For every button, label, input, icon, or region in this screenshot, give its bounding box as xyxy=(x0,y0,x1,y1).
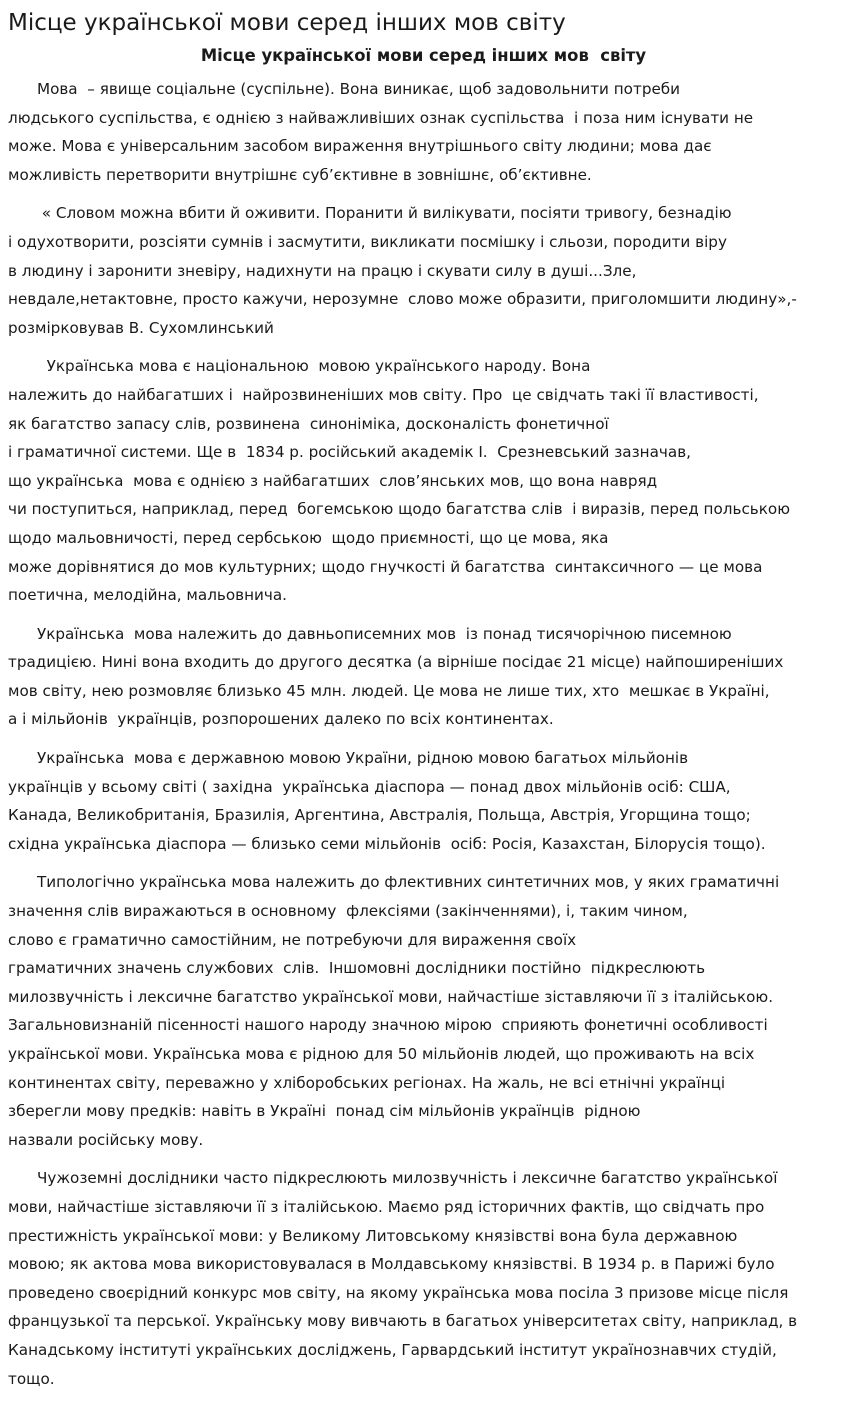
text-line: Українська мова є національною мовою українського народу. Вона xyxy=(8,357,591,376)
paragraph-foreign-researchers xyxy=(8,1164,839,1393)
text-line: значення слів виражаються в основному флексіями (закінченнями), і, таким чином, xyxy=(8,902,688,921)
text-line: невдале,нетактовне, просто кажучи, нерозумне слово може образити, приголомшити людину»,- xyxy=(8,290,797,309)
text-line: що українська мова є однією з найбагатших слов’янських мов, що вона навряд xyxy=(8,471,658,490)
text-line: може. Мова є універсальним засобом вираження внутрішнього світу людини; мова дає xyxy=(8,137,712,156)
paragraph-typology xyxy=(8,868,839,1154)
text-line: поетична, мелодійна, мальовнича. xyxy=(8,586,288,605)
text-line: граматичних значень службових слів. Іншомовні дослідники постійно підкреслюють xyxy=(8,959,706,978)
article-heading: Місце української мови серед інших мов світу xyxy=(200,46,647,65)
text-line: французької та перської. Українську мову вивчають в багатьох університетах світу, наприклад, в xyxy=(8,1312,798,1331)
text-line: може дорівнятися до мов культурних; щодо гнучкості й багатства синтаксичного — це мова xyxy=(8,557,763,576)
paragraph-state-language xyxy=(8,744,839,858)
paragraph-language-social xyxy=(8,75,839,189)
text-line: проведено своєрідний конкурс мов світу, на якому українська мова посіла 3 призове місце після xyxy=(8,1283,789,1302)
text-line: тощо. xyxy=(8,1369,55,1388)
text-line: традицією. Нині вона входить до другого десятка (а вірніше посідає 21 місце) найпоширеніших xyxy=(8,653,784,672)
text-line: розмірковував В. Сухомлинський xyxy=(8,318,274,337)
page-title: Місце української мови серед інших мов світу xyxy=(8,10,566,36)
text-line: Українська мова є державною мовою України, рідною мовою багатьох мільйонів xyxy=(8,749,689,768)
text-line: а і мільйонів українців, розпорошених далеко по всіх континентах. xyxy=(8,710,554,729)
paragraph-national-language xyxy=(8,352,839,609)
text-line: мов світу, нею розмовляє близько 45 млн. людей. Це мова не лише тих, хто мешкає в Україні, xyxy=(8,681,770,700)
text-line: престижність української мови: у Великому Литовському князівстві вона була державною xyxy=(8,1226,738,1245)
text-line: « Словом можна вбити й оживити. Поранити й вилікувати, посіяти тривогу, безнадію xyxy=(8,204,732,223)
text-line: континентах світу, переважно у хліборобських регіонах. На жаль, не всі етнічні українці xyxy=(8,1073,726,1092)
text-line: зберегли мову предків: навіть в Україні понад сім мільйонів українців рідною xyxy=(8,1102,641,1121)
text-line: слово є граматично самостійним, не потребуючи для вираження своїх xyxy=(8,930,577,949)
text-line: належить до найбагатших і найрозвиненіших мов світу. Про це свідчать такі її властивості, xyxy=(8,385,759,404)
paragraph-sukhomlynsky-quote xyxy=(8,199,839,342)
text-line: українців у всьому світі ( західна українська діаспора — понад двох мільйонів осіб: США, xyxy=(8,777,731,796)
text-line: мови, найчастіше зіставляючи її з італійською. Маємо ряд історичних фактів, що свідчать про xyxy=(8,1197,765,1216)
text-line: щодо мальовничості, перед сербською щодо приємності, що це мова, яка xyxy=(8,528,609,547)
text-line: української мови. Українська мова є рідною для 50 мільйонів людей, що проживають на всіх xyxy=(8,1045,755,1063)
text-line: як багатство запасу слів, розвинена синоніміка, досконалість фонетичної xyxy=(8,414,609,433)
article-body xyxy=(8,75,839,1393)
text-line: Українська мова належить до давньописемних мов із понад тисячорічною писемною xyxy=(8,624,732,643)
text-line: людського суспільства, є однією з найважливіших ознак суспільства і поза ним існувати не xyxy=(8,108,754,127)
text-line: Типологічно українська мова належить до флективних синтетичних мов, у яких граматичні xyxy=(8,873,780,892)
text-line: східна українська діаспора — близько семи мільйонів осіб: Росія, Казахстан, Білорусія тощо). xyxy=(8,834,766,853)
text-line: мовою; як актова мова використовувалася в Молдавському князівстві. В 1934 р. в Парижі було xyxy=(8,1255,775,1274)
paragraph-written-tradition xyxy=(8,620,839,734)
text-line: в людину і заронити зневіру, надихнути на працю і скувати силу в душі...Зле, xyxy=(8,261,637,280)
text-line: чи поступиться, наприклад, перед богемською щодо багатства слів і виразів, перед польською xyxy=(8,500,790,519)
text-line: милозвучність і лексичне багатство української мови, найчастіше зіставляючи її з італійською. xyxy=(8,987,774,1006)
text-line: і одухотворити, розсіяти сумнів і засмутити, викликати посмішку і сльози, породити віру xyxy=(8,232,727,251)
text-line: можливість перетворити внутрішнє суб’єктивне в зовнішнє, об’єктивне. xyxy=(8,165,592,184)
text-line: Канада, Великобританія, Бразилія, Аргентина, Австралія, Польща, Австрія, Угорщина тощо; xyxy=(8,806,751,825)
text-line: Мова – явище соціальне (суспільне). Вона виникає, щоб задовольнити потреби xyxy=(8,80,681,98)
text-line: Канадському інституті українських досліджень, Гарвардський інститут українознавчих студій, xyxy=(8,1340,777,1359)
text-line: Чужоземні дослідники часто підкреслюють милозвучність і лексичне багатство української xyxy=(8,1169,778,1188)
text-line: і граматичної системи. Ще в 1834 р. російський академік І. Срезневський зазначав, xyxy=(8,443,691,462)
text-line: назвали російську мову. xyxy=(8,1130,204,1149)
text-line: Загальновизнаній пісенності нашого народу значною мірою сприяють фонетичні особливості xyxy=(8,1016,768,1035)
